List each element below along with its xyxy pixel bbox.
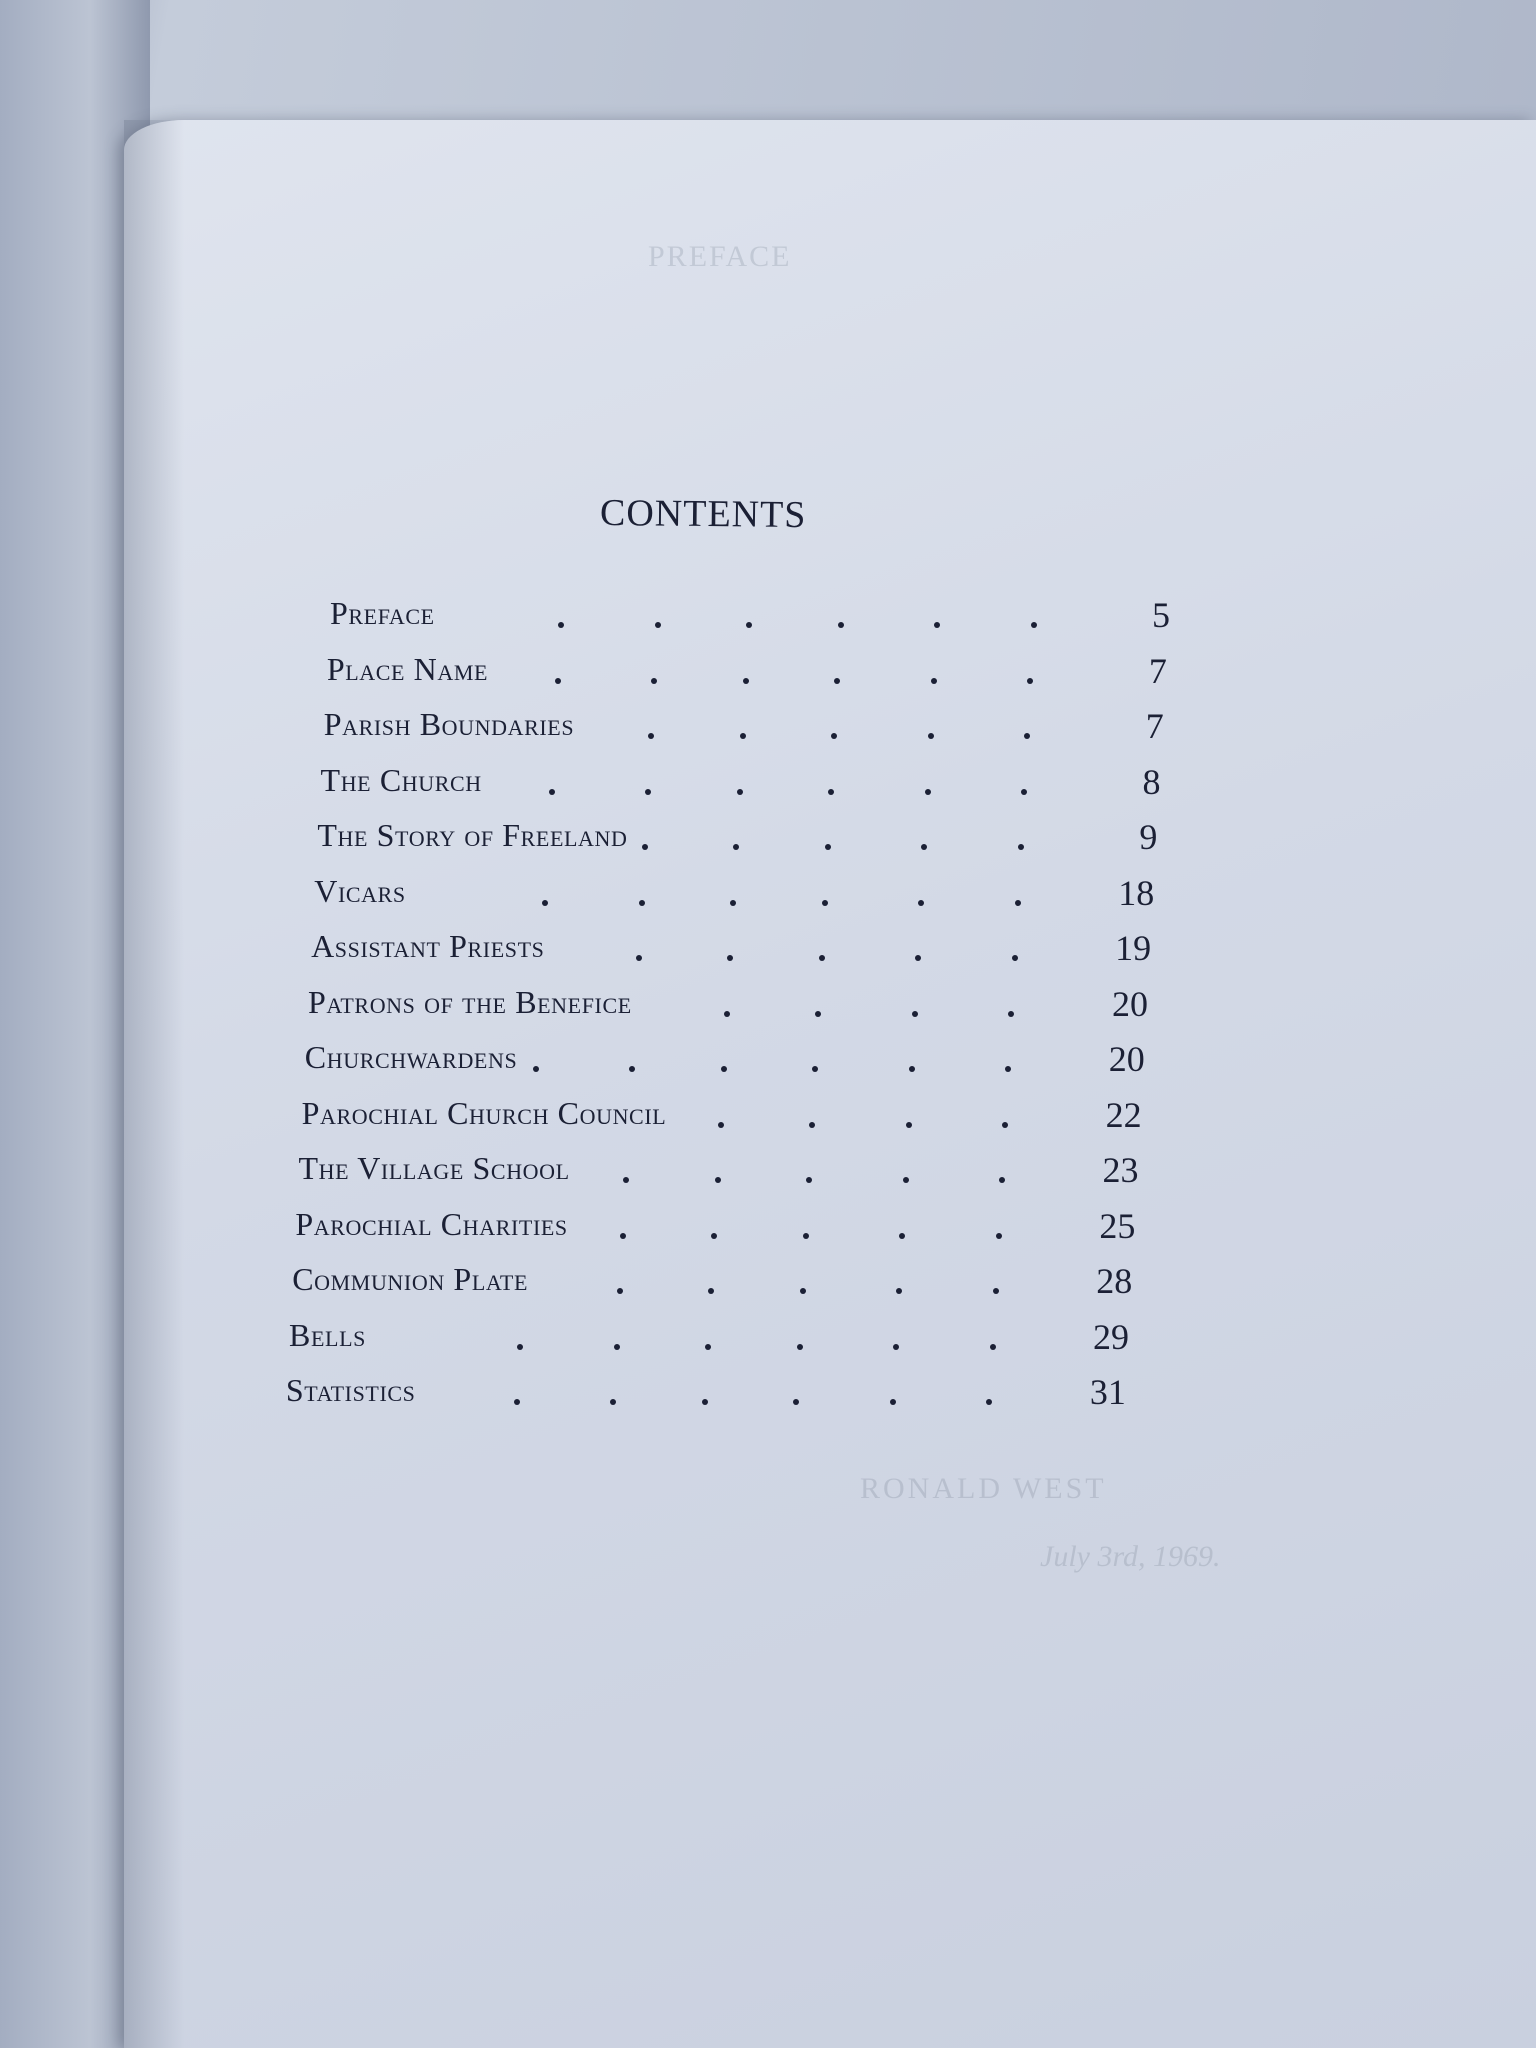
leader-dot [639,900,645,906]
leader-dot [514,1399,520,1405]
leader-dot [800,1288,806,1294]
leader-dot [993,1288,999,1294]
leader-dot [809,1122,815,1128]
contents-title: CONTENTS [599,491,807,537]
dot-leader [305,1052,1145,1072]
leader-dot [623,1177,629,1183]
show-through-signature: RONALD WEST [860,1472,1107,1505]
dot-leader [295,1219,1135,1239]
toc-page-number: 19 [1115,928,1152,968]
leader-dot [733,844,739,850]
dot-leader [289,1330,1129,1350]
toc-page-number: 22 [1105,1094,1142,1135]
leader-dot [721,1066,727,1072]
leader-dot [834,678,840,684]
leader-dot [819,955,825,961]
toc-entry [299,1143,1139,1193]
toc-entry [289,1310,1129,1360]
dot-leader [330,608,1170,628]
leader-dot [828,789,834,795]
leader-dot [636,955,642,961]
toc-page-number: 31 [1089,1372,1126,1412]
toc-page-number: 29 [1093,1316,1130,1357]
toc-page-number: 9 [1139,817,1158,857]
toc-entry-title: Bells [289,1316,366,1353]
dot-leader [292,1274,1132,1294]
dot-leader [286,1385,1126,1405]
leader-dot [918,900,924,906]
show-through-heading: PREFACE [648,240,792,273]
leader-dot [1008,1011,1014,1017]
toc-entry-title: Communion Plate [292,1261,528,1297]
leader-dot [1018,844,1024,850]
toc-entry-title: Vicars [314,872,406,909]
toc-page-number: 7 [1148,650,1167,691]
leader-dot [921,844,927,850]
leader-dot [610,1399,616,1405]
dot-leader [317,830,1157,850]
leader-dot [724,1011,730,1017]
leader-dot [1024,733,1030,739]
toc-entry [286,1365,1126,1415]
leader-dot [711,1233,717,1239]
leader-dot [517,1344,523,1350]
leader-dot [542,900,548,906]
leader-dot [718,1122,724,1128]
leader-dot [928,733,934,739]
leader-dot [812,1066,818,1072]
leader-dot [1021,789,1027,795]
toc-entry-title: The Story of Freeland [317,817,628,853]
leader-dot [797,1344,803,1350]
toc-entry-title: Parochial Church Council [301,1094,667,1131]
dot-leader [314,886,1154,906]
toc-entry [314,866,1154,916]
leader-dot [730,900,736,906]
leader-dot [906,1122,912,1128]
toc-entry [305,1032,1145,1082]
toc-entry-title: The Village School [298,1150,570,1186]
dot-leader [299,1163,1139,1183]
toc-page-number: 23 [1102,1150,1139,1190]
leader-dot [822,900,828,906]
leader-dot [1012,955,1018,961]
leader-dot [909,1066,915,1072]
dot-leader [302,1108,1142,1128]
toc-entry [311,921,1151,971]
leader-dot [990,1344,996,1350]
leader-dot [533,1066,539,1072]
toc-entry-title: Preface [330,595,435,631]
toc-entry [308,977,1148,1027]
leader-dot [740,733,746,739]
leader-dot [815,1011,821,1017]
toc-page-number: 7 [1145,706,1164,746]
leader-dot [715,1177,721,1183]
toc-entry-title: Assistant Priests [311,928,545,964]
toc-entry [327,644,1167,694]
toc-page-number: 20 [1108,1039,1145,1079]
dot-leader [321,775,1161,795]
leader-dot [648,733,654,739]
leader-dot [986,1399,992,1405]
leader-dot [549,789,555,795]
leader-dot [702,1399,708,1405]
leader-dot [746,622,752,628]
leader-dot [1015,900,1021,906]
show-through-date: July 3rd, 1969. [1040,1540,1221,1573]
leader-dot [999,1177,1005,1183]
leader-dot [1027,678,1033,684]
leader-dot [912,1011,918,1017]
toc-page-number: 28 [1096,1261,1133,1301]
leader-dot [1005,1066,1011,1072]
leader-dot [555,678,561,684]
dot-leader [327,664,1167,684]
toc-entry-title: Statistics [285,1372,416,1408]
toc-page-number: 8 [1142,761,1161,802]
leader-dot [558,622,564,628]
leader-dot [803,1233,809,1239]
toc-entry [292,1254,1132,1304]
dot-leader [308,997,1148,1017]
toc-entry-title: Patrons of the Benefice [307,983,632,1020]
leader-dot [617,1288,623,1294]
toc-entry [321,755,1161,805]
leader-dot [645,789,651,795]
toc-entry [317,810,1157,860]
toc-entry-title: Parish Boundaries [323,706,575,742]
leader-dot [1031,622,1037,628]
toc-entry [302,1088,1142,1138]
leader-dot [793,1399,799,1405]
toc-entry-title: Churchwardens [304,1039,518,1075]
leader-dot [896,1288,902,1294]
leader-dot [838,622,844,628]
leader-dot [899,1233,905,1239]
leader-dot [1002,1122,1008,1128]
leader-dot [737,789,743,795]
dot-leader [324,719,1164,739]
toc-page-number: 20 [1111,983,1148,1024]
leader-dot [708,1288,714,1294]
leader-dot [934,622,940,628]
toc-entry-title: Parochial Charities [295,1205,568,1242]
toc-entry [330,588,1170,638]
leader-dot [629,1066,635,1072]
leader-dot [925,789,931,795]
dot-leader [311,941,1151,961]
leader-dot [931,678,937,684]
toc-entry-title: The Church [320,761,482,798]
toc-entry [295,1199,1135,1249]
toc-page-number: 5 [1152,595,1170,635]
leader-dot [620,1233,626,1239]
leader-dot [831,733,837,739]
leader-dot [651,678,657,684]
toc-entry [324,699,1164,749]
toc-page-number: 25 [1099,1205,1136,1246]
leader-dot [890,1399,896,1405]
leader-dot [743,678,749,684]
leader-dot [825,844,831,850]
leader-dot [727,955,733,961]
leader-dot [705,1344,711,1350]
leader-dot [915,955,921,961]
leader-dot [806,1177,812,1183]
leader-dot [655,622,661,628]
leader-dot [642,844,648,850]
toc-page-number: 18 [1118,872,1155,913]
leader-dot [996,1233,1002,1239]
toc-entry-title: Place Name [326,650,489,687]
leader-dot [614,1344,620,1350]
leader-dot [903,1177,909,1183]
leader-dot [893,1344,899,1350]
